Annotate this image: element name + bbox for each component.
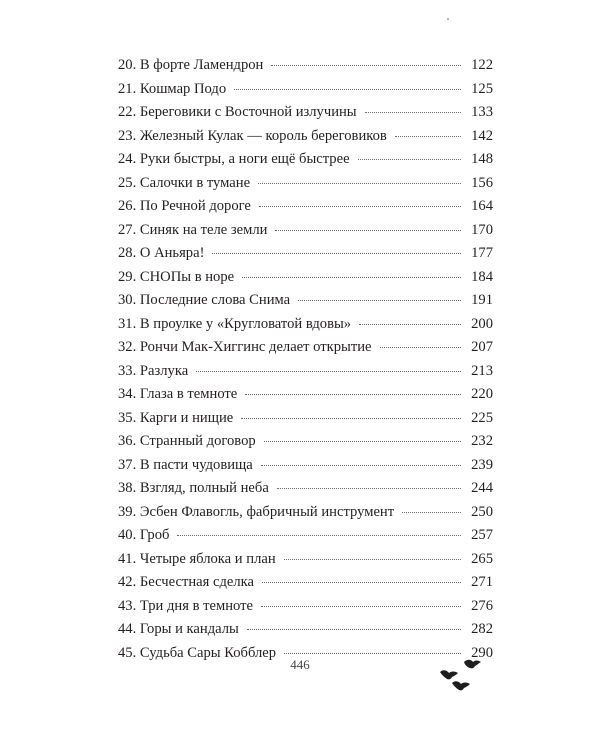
toc-entry <box>118 242 493 266</box>
toc-entry-page: 170 <box>471 221 493 238</box>
toc-dot-leader <box>258 183 461 184</box>
toc-dot-leader <box>359 324 461 325</box>
toc-dot-leader <box>284 559 461 560</box>
toc-entry-page: 156 <box>471 174 493 191</box>
toc-entry-title: 35. Карги и нищие <box>118 409 234 426</box>
flying-birds-icon <box>436 658 486 694</box>
toc-dot-leader <box>298 300 461 301</box>
toc-entry <box>118 430 493 454</box>
toc-entry-title: 23. Железный Кулак — король береговиков <box>118 127 387 144</box>
toc-entry-page: 271 <box>471 574 493 590</box>
toc-dot-leader <box>261 606 461 607</box>
toc-entry <box>118 313 493 337</box>
toc-entry <box>118 54 493 78</box>
toc-dot-leader <box>259 206 461 207</box>
toc-dot-leader <box>245 394 461 395</box>
toc-dot-leader <box>402 512 461 513</box>
toc-dot-leader <box>275 230 461 231</box>
toc-entry-title: 44. Горы и кандалы <box>118 621 239 637</box>
toc-entry-page: 177 <box>471 245 493 261</box>
toc-entry <box>118 524 493 548</box>
toc-entry-page: 244 <box>471 480 493 496</box>
toc-entry-title: 38. Взгляд, полный неба <box>118 480 269 496</box>
toc-entry <box>118 477 493 501</box>
toc-entry <box>118 454 493 478</box>
toc-entry <box>118 172 493 196</box>
toc-entry-page: 142 <box>471 127 493 144</box>
toc-entry <box>118 360 493 384</box>
toc-entry-title: 24. Руки быстры, а ноги ещё быстрее <box>118 151 350 167</box>
table-of-contents <box>118 54 493 665</box>
toc-dot-leader <box>196 371 461 372</box>
toc-dot-leader <box>284 653 461 654</box>
toc-entry-title: 36. Странный договор <box>118 433 256 449</box>
toc-entry <box>118 595 493 619</box>
toc-dot-leader <box>261 465 461 466</box>
toc-dot-leader <box>234 89 461 90</box>
toc-entry-title: 29. СНОПы в норе <box>118 268 235 285</box>
toc-dot-leader <box>264 441 461 442</box>
toc-entry <box>118 266 493 290</box>
toc-entry <box>118 78 493 102</box>
toc-entry-title: 32. Рончи Мак-Хиггинс делает открытие <box>118 339 372 355</box>
toc-entry-page: 265 <box>471 550 493 567</box>
toc-entry <box>118 336 493 360</box>
toc-entry-page: 148 <box>471 151 493 167</box>
toc-entry <box>118 548 493 572</box>
toc-entry <box>118 148 493 172</box>
toc-entry-title: 21. Кошмар Подо <box>118 80 227 97</box>
toc-entry-page: 290 <box>471 644 493 661</box>
toc-dot-leader <box>271 65 461 66</box>
toc-entry-title: 33. Разлука <box>118 362 189 379</box>
toc-entry-title: 31. В проулке у «Кругловатой вдовы» <box>118 315 352 332</box>
toc-entry <box>118 101 493 125</box>
toc-entry-page: 239 <box>471 456 493 473</box>
toc-entry-page: 191 <box>471 292 493 308</box>
toc-entry-page: 133 <box>471 104 493 120</box>
toc-entry-page: 213 <box>471 362 493 379</box>
toc-entry <box>118 571 493 595</box>
toc-entry <box>118 383 493 407</box>
toc-entry <box>118 219 493 243</box>
toc-entry-page: 164 <box>471 198 493 214</box>
toc-dot-leader <box>242 277 461 278</box>
toc-entry <box>118 125 493 149</box>
toc-dot-leader <box>262 582 461 583</box>
toc-entry-title: 42. Бесчестная сделка <box>118 574 254 590</box>
paper-speck <box>447 18 449 20</box>
toc-entry-title: 34. Глаза в темноте <box>118 386 238 402</box>
toc-entry-page: 250 <box>471 503 493 520</box>
toc-dot-leader <box>365 112 461 113</box>
toc-entry-title: 37. В пасти чудовища <box>118 456 253 473</box>
toc-entry-page: 225 <box>471 409 493 426</box>
toc-entry <box>118 407 493 431</box>
toc-entry-title: 41. Четыре яблока и план <box>118 550 276 567</box>
toc-entry-title: 27. Синяк на теле земли <box>118 221 268 238</box>
toc-dot-leader <box>395 136 461 137</box>
toc-entry-page: 232 <box>471 433 493 449</box>
page-number: 446 <box>290 657 310 672</box>
toc-entry-title: 43. Три дня в темноте <box>118 597 253 614</box>
toc-dot-leader <box>247 629 461 630</box>
toc-entry <box>118 195 493 219</box>
toc-entry-title: 40. Гроб <box>118 527 170 543</box>
toc-dot-leader <box>241 418 461 419</box>
toc-entry <box>118 289 493 313</box>
toc-entry-page: 282 <box>471 621 493 637</box>
toc-dot-leader <box>358 159 461 160</box>
toc-entry-title: 26. По Речной дороге <box>118 198 251 214</box>
toc-entry-page: 257 <box>471 527 493 543</box>
toc-entry-title: 28. О Аньяра! <box>118 245 205 261</box>
toc-entry-page: 200 <box>471 315 493 332</box>
toc-entry <box>118 501 493 525</box>
toc-dot-leader <box>277 488 461 489</box>
toc-entry-title: 20. В форте Ламендрон <box>118 57 264 73</box>
toc-entry <box>118 618 493 642</box>
toc-entry-title: 39. Эсбен Флавогль, фабричный инструмент <box>118 503 395 520</box>
toc-entry-title: 45. Судьба Сары Кобблер <box>118 644 277 661</box>
toc-entry-page: 276 <box>471 597 493 614</box>
toc-entry-title: 30. Последние слова Снима <box>118 292 291 308</box>
toc-entry-page: 125 <box>471 80 493 97</box>
toc-entry-page: 220 <box>471 386 493 402</box>
toc-dot-leader <box>177 535 461 536</box>
toc-entry-title: 22. Береговики с Восточной излучины <box>118 104 357 120</box>
toc-dot-leader <box>380 347 461 348</box>
toc-dot-leader <box>212 253 461 254</box>
toc-entry-page: 207 <box>471 339 493 355</box>
toc-entry-page: 122 <box>471 57 493 73</box>
toc-entry-title: 25. Салочки в тумане <box>118 174 251 191</box>
toc-entry-page: 184 <box>471 268 493 285</box>
